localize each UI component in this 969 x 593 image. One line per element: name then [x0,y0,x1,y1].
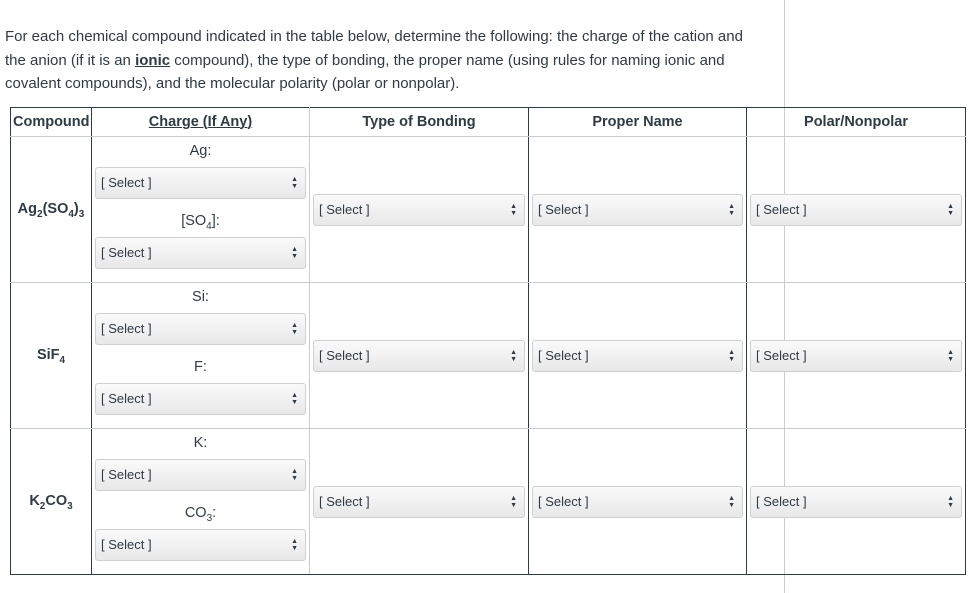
prompt-text-2: compound), the type of bonding, the proper name (using rules for naming ionic and covalent compounds), and the molecular polarity (polar or nonpolar). [5,51,725,92]
anion-label: $[SO_4]$: [181,213,220,232]
name-cell [529,429,747,575]
cation-charge-select[interactable]: [ Select ] ▲ ▼ [95,167,306,199]
select-arrows-icon: ▲ ▼ [728,202,735,217]
proper-name-select[interactable]: [ Select ] ▲ ▼ [532,486,743,518]
bonding-cell [310,137,529,283]
select-arrows-icon: ▲ ▼ [510,348,517,363]
select-arrows-icon: ▲ ▼ [291,322,298,336]
charge-cell [92,283,310,429]
compound-cell [11,137,92,283]
compound-formula: $Ag_2(SO_4)_3$ [17,200,85,220]
select-arrows-icon: ▲ ▼ [291,392,298,406]
header-name: Proper Name [529,108,747,137]
table-row [11,137,966,283]
bonding-select[interactable]: [ Select ] ▲ ▼ [313,340,525,372]
bonding-select[interactable]: [ Select ] ▲ ▼ [313,194,525,226]
compound-cell [11,283,92,429]
bonding-cell [310,429,529,575]
proper-name-select[interactable]: [ Select ] ▲ ▼ [532,194,743,226]
select-arrows-icon: ▲ ▼ [728,494,735,509]
header-polarity: Polar/Nonpolar [747,108,966,137]
cation-label: K: [193,435,208,451]
select-arrows-icon: ▲ ▼ [291,246,298,260]
polarity-select[interactable]: [ Select ] ▲ ▼ [750,486,962,518]
table-row [11,283,966,429]
question-prompt [5,25,765,96]
select-arrows-icon: ▲ ▼ [291,538,298,552]
polarity-cell [747,429,966,575]
charge-cell [92,137,310,283]
bonding-select[interactable]: [ Select ] ▲ ▼ [313,486,525,518]
table-row [11,429,966,575]
cation-label: Si: [192,289,209,305]
cation-label: Ag: [189,143,212,159]
select-arrows-icon: ▲ ▼ [947,348,954,363]
header-bonding: Type of Bonding [310,108,529,137]
anion-charge-select[interactable]: [ Select ] ▲ ▼ [95,383,306,415]
header-compound: Compound [11,108,92,137]
prompt-ionic-emphasis: ionic [135,51,171,69]
table-header-row [11,108,966,137]
charge-cell [92,429,310,575]
header-charge [92,108,310,137]
compound-formula: $K_2CO_3$ [29,492,73,512]
name-cell [529,283,747,429]
select-arrows-icon: ▲ ▼ [947,494,954,509]
name-cell [529,137,747,283]
polarity-cell [747,137,966,283]
compound-cell [11,429,92,575]
anion-label: F: [194,359,207,375]
anion-charge-select[interactable]: [ Select ] ▲ ▼ [95,237,306,269]
answer-table [10,107,966,575]
cation-charge-select[interactable]: [ Select ] ▲ ▼ [95,313,306,345]
compound-formula: SiF$_4$ [36,346,66,366]
bonding-cell [310,283,529,429]
select-arrows-icon: ▲ ▼ [947,202,954,217]
polarity-select[interactable]: [ Select ] ▲ ▼ [750,340,962,372]
proper-name-select[interactable]: [ Select ] ▲ ▼ [532,340,743,372]
cation-charge-select[interactable]: [ Select ] ▲ ▼ [95,459,306,491]
select-arrows-icon: ▲ ▼ [510,202,517,217]
select-arrows-icon: ▲ ▼ [291,468,298,482]
select-arrows-icon: ▲ ▼ [291,176,298,190]
header-charge-label: Charge (If Any) [148,114,253,130]
polarity-select[interactable]: [ Select ] ▲ ▼ [750,194,962,226]
polarity-cell [747,283,966,429]
select-arrows-icon: ▲ ▼ [728,348,735,363]
anion-charge-select[interactable]: [ Select ] ▲ ▼ [95,529,306,561]
anion-label: $CO_3$: [184,505,217,524]
select-arrows-icon: ▲ ▼ [510,494,517,509]
prompt-text-1: For each chemical compound indicated in the table below, determine the following: the charge of the cation and the anion (if it is an [5,28,743,69]
